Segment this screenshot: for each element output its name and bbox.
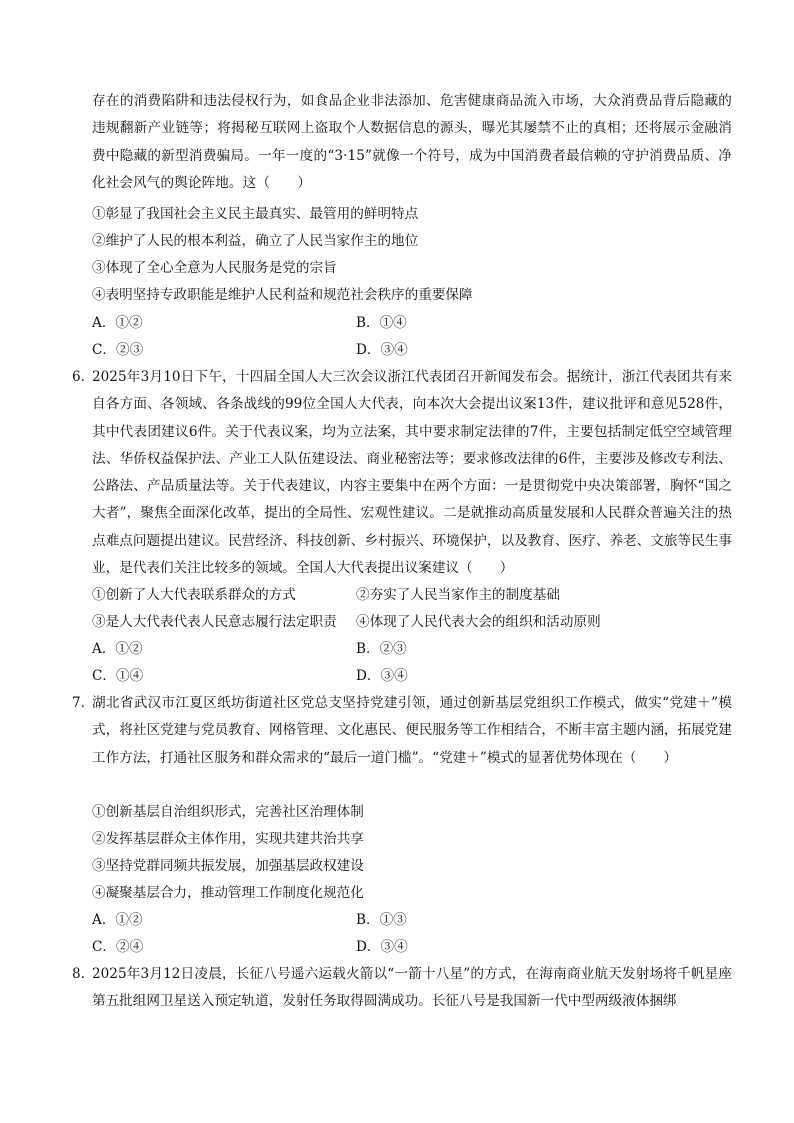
q7-option-2: ②发挥基层群众主体作用，实现共建共治共享: [92, 831, 364, 847]
question-7: [72, 690, 732, 772]
q7-choice-c[interactable]: C．②④: [92, 939, 144, 955]
q7-choice-d[interactable]: D．③④: [356, 939, 408, 955]
question-8: [72, 961, 732, 1016]
q7-choice-b[interactable]: B．①③: [356, 912, 407, 928]
q6-option-4: ④体现了人民代表大会的组织和活动原则: [356, 614, 601, 630]
q7-option-1: ①创新基层自治组织形式，完善社区治理体制: [92, 804, 364, 820]
q5-option-3: ③体现了全心全意为人民服务是党的宗旨: [92, 260, 337, 276]
q5-stem-tail: 存在的消费陷阱和违法侵权行为，如食品企业非法添加、危害健康商品流入市场，大众消费品背后隐藏的违规翻新产业链等；将揭秘互联网上盗取个人数据信息的源头，曝光其屡禁不止的真相；还将展示金融消费中隐藏的新型消费骗局。一年一度的“3·15”就像一个符号，成为中国消费者最信赖的守护消费品质、净化社会风气的舆论阵地。这（ ）: [92, 93, 732, 191]
question-6: [72, 364, 732, 582]
q5-option-1: ①彰显了我国社会主义民主最真实、最管用的鲜明特点: [92, 206, 419, 222]
q8-stem: 2025年3月12日凌晨，长征八号遥六运载火箭以“一箭十八星”的方式，在海南商业航天发射场将千帆星座第五批组网卫星送入预定轨道，发射任务取得圆满成功。长征八号是我国新一代中型两级液体捆绑: [92, 966, 732, 1010]
q6-choice-c[interactable]: C．①④: [92, 668, 144, 684]
q6-choice-b[interactable]: B．②③: [356, 641, 407, 657]
q7-number: 7．: [72, 695, 95, 711]
q5-choice-c[interactable]: C．②③: [92, 342, 144, 358]
q5-option-2: ②维护了人民的根本利益，确立了人民当家作主的地位: [92, 233, 419, 249]
q8-number: 8．: [72, 966, 95, 982]
q6-stem: 2025年3月10日下午，十四届全国人大三次会议浙江代表团召开新闻发布会。据统计，浙江代表团共有来自各方面、各领域、各条战线的99位全国人大代表，向本次大会提出议案13件，建议批评和意见528件，其中代表团建议6件。关于代表议案，均为立法案，其中要求制定法律的7件，主要包括制定低空空域管理法、华侨权益保护法、产业工人队伍建设法、商业秘密法等；要求修改法律的6件，主要涉及修改专利法、公路法、产品质量法等。关于代表建议，内容主要集中在两个方面：一是贯彻党中央决策部署，胸怀“国之大者”，聚焦全面深化改革，提出的全局性、宏观性建议。二是就推动高质量发展和人民群众普遍关注的热点难点问题提出建议。民营经济、科技创新、乡村振兴、环境保护，以及教育、医疗、养老、文旅等民生事业，是代表们关注比较多的领域。全国人大代表提出议案建议（ ）: [92, 369, 732, 577]
q5-choice-d[interactable]: D．③④: [356, 342, 408, 358]
q6-number: 6．: [72, 369, 95, 385]
q6-option-3: ③是人大代表代表人民意志履行法定职责: [92, 614, 337, 630]
q5-choice-a[interactable]: A．①②: [92, 315, 143, 331]
q6-choice-a[interactable]: A．①②: [92, 641, 143, 657]
q7-choice-a[interactable]: A．①②: [92, 912, 143, 928]
q7-option-3: ③坚持党群同频共振发展，加强基层政权建设: [92, 858, 364, 874]
q5-choice-b[interactable]: B．①④: [356, 315, 407, 331]
q5-option-4: ④表明坚持专政职能是维护人民利益和规范社会秩序的重要保障: [92, 287, 473, 303]
q7-stem: 湖北省武汉市江夏区纸坊街道社区党总支坚持党建引领，通过创新基层党组织工作模式，做实“党建＋”模式，将社区党建与党员教育、网格管理、文化惠民、便民服务等工作相结合，不断丰富主题内涵，拓展党建工作方法，打通社区服务和群众需求的“最后一道门槛”。“党建＋”模式的显著优势体现在（ ）: [92, 695, 732, 766]
q6-option-1: ①创新了人大代表联系群众的方式: [92, 587, 296, 603]
q7-option-4: ④凝聚基层合力，推动管理工作制度化规范化: [92, 885, 364, 901]
q6-option-2: ②夯实了人民当家作主的制度基础: [356, 587, 560, 603]
q6-choice-d[interactable]: D．③④: [356, 668, 408, 684]
